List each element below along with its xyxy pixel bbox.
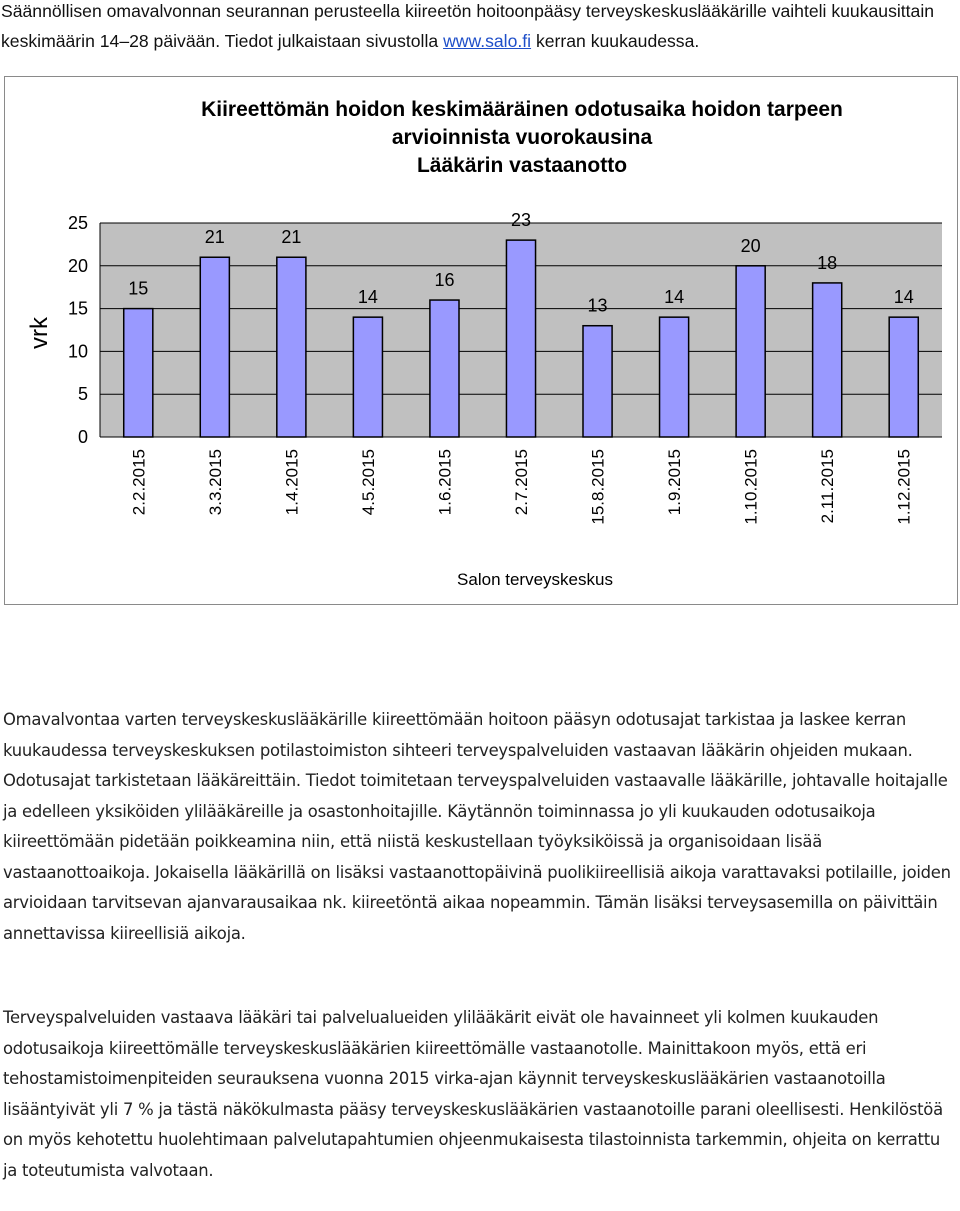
category-label: 15.8.2015 [588, 449, 608, 525]
body-paragraph-2: Terveyspalveluiden vastaava lääkäri tai palvelualueiden ylilääkärit eivät ole havainneet yli kolmen kuukauden odotusaikoja kiireettömälle terveyskeskuslääkärien kiireettömälle vastaanotolle. Mainittakoon myös, että eri tehostamistoimenpiteiden seurauksena vuonna 2015 virka-ajan käynnit terveyskeskuslääkärien vastaanotoilla lisääntyivät yli 7 % ja tästä näkökulmasta pääsy terveyskeskuslääkärien vastaanotoille parani oleellisesti. Henkilöstöä on myös kehotettu huolehtimaan palvelutapahtumien ohjeenmukaisesta tilastoinnista tarkemmin, ohjeita on kerrattu ja toteutumista valvotaan. [3, 1008, 943, 1180]
bar [353, 317, 382, 437]
data-label: 14 [664, 287, 685, 308]
chart-title-line-1: Kiireettömän hoidon keskimääräinen odotusaika hoidon tarpeen [201, 98, 843, 121]
waiting-time-chart [4, 76, 958, 605]
data-label: 15 [128, 278, 149, 299]
category-label: 2.2.2015 [129, 449, 149, 516]
category-label: 2.7.2015 [512, 449, 531, 516]
y-tick-label: 0 [77, 427, 88, 447]
data-label: 18 [817, 252, 838, 273]
bar [277, 257, 306, 437]
intro-paragraph [1, 0, 959, 56]
category-label: 1.9.2015 [665, 449, 685, 516]
plot-area [68, 210, 942, 525]
bar [660, 317, 689, 437]
category-label: 1.6.2015 [435, 449, 455, 516]
y-tick-label: 5 [77, 384, 88, 405]
intro-text-end: kerran kuukaudessa. [531, 31, 700, 51]
chart-svg [5, 77, 957, 604]
bar [430, 300, 459, 437]
x-axis-label: Salon terveyskeskus [457, 570, 613, 589]
category-label: 2.11.2015 [818, 449, 838, 524]
category-label: 4.5.2015 [358, 449, 378, 516]
y-tick-label: 20 [67, 255, 88, 276]
bar [813, 283, 842, 437]
y-axis-label: vrk [26, 317, 53, 349]
data-label: 21 [281, 227, 302, 248]
data-label: 13 [587, 295, 608, 316]
bar [736, 266, 765, 437]
bar [583, 326, 612, 437]
category-label: 1.4.2015 [282, 449, 302, 516]
chart-title-line-2: arvioinnista vuorokausina [391, 126, 653, 149]
intro-text: Säännöllisen omavalvonnan seurannan perusteella kiireetön hoitoonpääsy terveyskeskuslääkärille vaihteli kuukausittain keskimäärin 14–28 päivään. Tiedot julkaistaan sivustolla [1, 1, 935, 51]
data-label: 14 [357, 287, 378, 308]
bar [889, 317, 918, 437]
data-label: 16 [434, 270, 455, 291]
y-tick-label: 25 [67, 213, 88, 233]
bar [200, 257, 229, 437]
category-label: 1.12.2015 [894, 449, 914, 525]
bar [506, 240, 535, 437]
category-label: 3.3.2015 [205, 449, 225, 516]
data-label: 14 [893, 287, 914, 308]
y-tick-label: 15 [67, 298, 88, 319]
body-paragraph-1: Omavalvontaa varten terveyskeskuslääkärille kiireettömään hoitoon pääsyn odotusajat tarkistaa ja laskee kerran kuukaudessa terveyskeskuksen potilastoimiston sihteeri terveyspalveluiden vastaavan lääkärin ohjeiden mukaan. Odotusajat tarkistetaan lääkäreittäin. Tiedot toimitetaan terveyspalveluiden vastaavalle lääkärille, johtavalle hoitajalle ja edelleen yksiköiden ylilääkäreille ja osastonhoitajille. Käytännön toiminnassa jo yli kuukauden odotusaikoja kiireettömään pidetään poikkeamina niin, että niistä keskustellaan työyksiköissä ja organisoidaan lisää vastaanottoaikoja. Jokaisella lääkärillä on lisäksi vastaanottopäivinä puolikiireellisiä aikoja varattavaksi potilaille, joiden arvioidaan tarvitsevan ajanvarausaikaa nk. kiireetöntä aikaa nopeammin. Tämän lisäksi terveysasemilla on päivittäin annettavissa kiireellisiä aikoja. [3, 710, 951, 943]
data-label: 20 [740, 235, 761, 256]
bar [124, 309, 153, 437]
category-label: 1.10.2015 [741, 449, 761, 525]
chart-title-line-3: Lääkärin vastaanotto [416, 154, 628, 177]
salo-fi-link[interactable]: www.salo.fi [443, 31, 532, 51]
data-label: 23 [510, 210, 532, 231]
data-label: 21 [204, 227, 225, 248]
y-tick-label: 10 [67, 341, 88, 362]
